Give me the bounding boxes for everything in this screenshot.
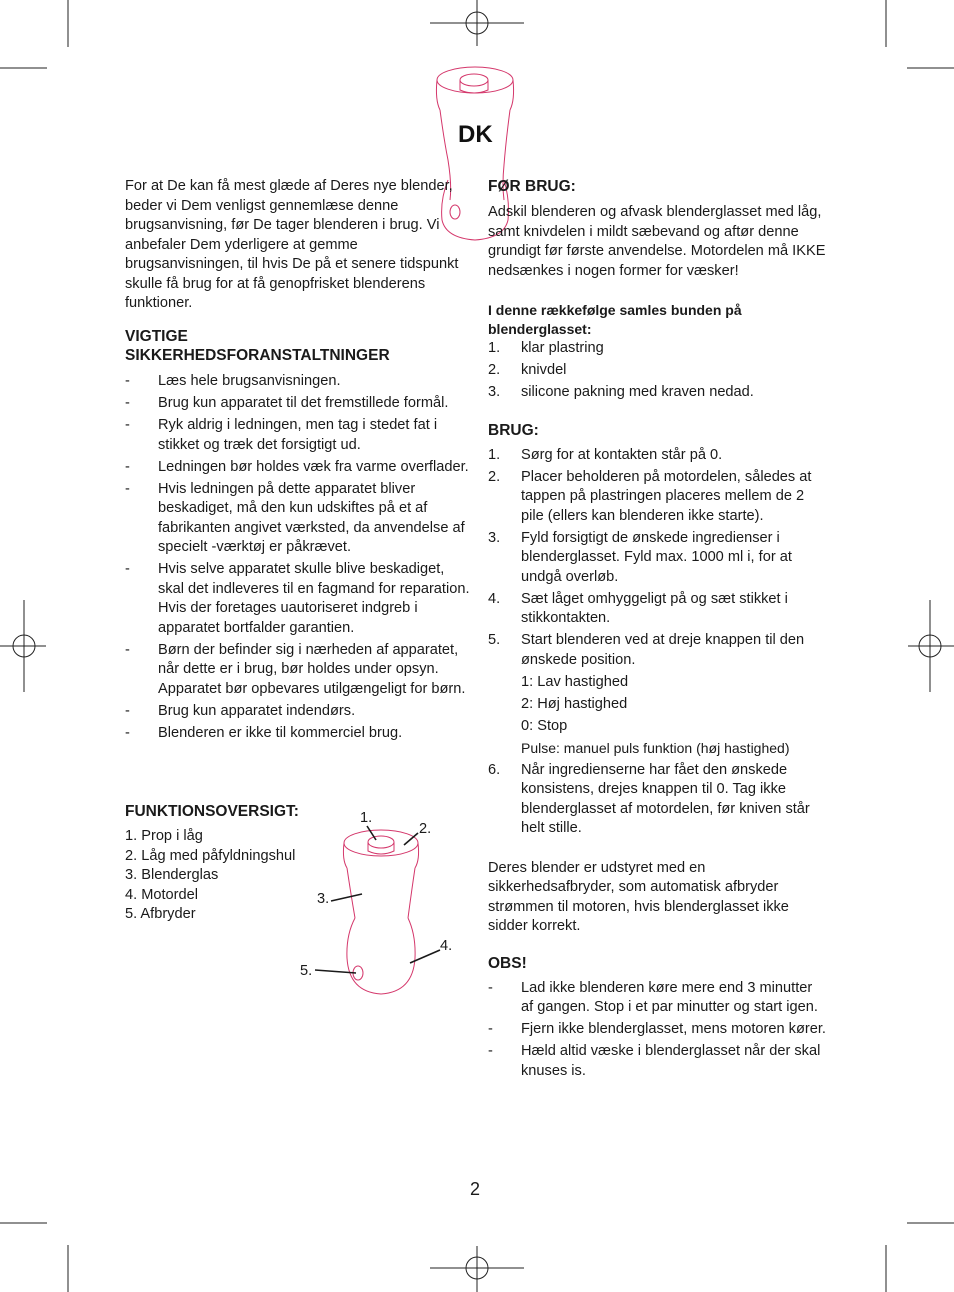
list-item: - Hvis ledningen på dette apparatet bliver beskadiget, må den kun udskiftes på et af fabrikanten angivet værksted, da anvendelse af specielt -værktøj er påkrævet. xyxy=(125,480,465,555)
speed-setting: Pulse: manuel puls funktion (høj hastighed) xyxy=(521,739,790,756)
callout-5: 5. xyxy=(300,963,313,979)
list-item: - Hvis selve apparatet skulle blive beskadiget, skal det indleveres til en fagmand for reparation. Hvis der foretages uautoriseret indgreb i apparatet bortfalder garantien. xyxy=(125,561,470,636)
use-heading: BRUG: xyxy=(488,421,539,439)
list-item: 1. Prop i låg xyxy=(125,828,203,844)
list-item: - Hæld altid væske i blenderglasset når der skal knuses is. xyxy=(488,1043,821,1079)
speed-setting: 0: Stop xyxy=(521,717,568,734)
obs-list xyxy=(488,979,828,1082)
before-use-heading: FØR BRUG: xyxy=(488,178,576,195)
assembly-subheading-line1: I denne rækkefølge samles bunden på xyxy=(488,302,742,318)
list-item: - Børn der befinder sig i nærheden af apparatet, når dette er i brug, bør holdes under opsyn. Apparatet bør opbevares utilgængeligt for børn. xyxy=(125,641,466,697)
assembly-subheading-line2: blenderglasset: xyxy=(488,321,592,337)
callout-1: 1. xyxy=(360,810,373,826)
callout-4: 4. xyxy=(440,938,453,954)
list-item: 2. knivdel xyxy=(488,362,567,378)
callout-2: 2. xyxy=(419,821,432,837)
list-item: 5. Start blenderen ved at dreje knappen til den ønskede position. xyxy=(488,632,805,668)
list-item: - Læs hele brugsanvisningen. xyxy=(125,373,341,389)
intro-paragraph: For at De kan få mest glæde af Deres nye blender, beder vi Dem venligst gennemlæse denne brugsanvisning, før De tager blenderen i brug. Vi anbefaler Dem yderligere at gemme brugsanvisningen, til hvis De på et senere tidspunkt skulle få brug for at få genopfrisket blenderens funktioner. xyxy=(125,178,459,311)
list-item: 3. silicone pakning med kraven nedad. xyxy=(488,384,754,400)
list-item: - Fjern ikke blenderglasset, mens motoren kører. xyxy=(488,1021,826,1037)
list-item: 4. Sæt låget omhyggeligt på og sæt stikket i stikkontakten. xyxy=(488,590,788,626)
language-tag: DK xyxy=(458,121,493,148)
list-item: - Brug kun apparatet indendørs. xyxy=(125,702,356,719)
assembly-list xyxy=(488,339,828,403)
list-item: 1. Sørg for at kontakten står på 0. xyxy=(488,446,723,463)
speed-setting: 1: Lav hastighed xyxy=(521,673,629,690)
list-item: - Ledningen bør holdes væk fra varme overflader. xyxy=(125,458,469,475)
list-item: 3. Fyld forsigtigt de ønskede ingredienser i blenderglasset. Fyld max. 1000 ml i, for at undgå overløb. xyxy=(488,529,792,585)
list-item: 6. Når ingredienserne har fået den ønskede konsistens, drejes knappen til 0. Tag ikke blenderglasset af motordelen, før kniven står helt stille. xyxy=(488,761,810,836)
list-item: 2. Placer beholderen på motordelen, således at tappen på plastringen placeres mellem de 2 pile (ellers kan blenderen ikke starte). xyxy=(488,468,812,524)
use-list xyxy=(488,446,828,839)
list-item: 5. Afbryder xyxy=(125,906,196,922)
before-use-text: Adskil blenderen og afvask blenderglasset med låg, samt knivdelen i mildt sæbevand og aftør denne grundigt før første anvendelse. Motordelen må IKKE nedsænkes i nogen former for væsker! xyxy=(488,204,826,279)
list-item: - Brug kun apparatet til det fremstillede formål. xyxy=(125,395,449,411)
list-item: - Ryk aldrig i ledningen, men tag i stedet fat i stikket og træk det forsigtigt ud. xyxy=(125,417,438,453)
list-item: 4. Motordel xyxy=(125,886,199,903)
right-column xyxy=(488,177,828,1081)
callout-3: 3. xyxy=(317,891,330,907)
list-item: 3. Blenderglas xyxy=(125,867,219,883)
obs-heading: OBS! xyxy=(488,954,527,972)
list-item: - Lad ikke blenderen køre mere end 3 minutter af gangen. Stop i et par minutter og start igen. xyxy=(488,979,818,1015)
safety-heading-line2: SIKKERHEDSFORANSTALTNINGER xyxy=(125,347,390,364)
speed-setting: 2: Høj hastighed xyxy=(521,695,628,712)
list-item: 2. Låg med påfyldningshul xyxy=(125,847,296,864)
list-item: - Blenderen er ikke til kommerciel brug. xyxy=(125,724,403,741)
list-item: 1. klar plastring xyxy=(488,340,604,356)
page-number: 2 xyxy=(470,1179,481,1199)
overview-heading: FUNKTIONSOVERSIGT: xyxy=(125,803,299,820)
safety-switch-text: Deres blender er udstyret med en sikkerhedsafbryder, som automatisk afbryder strømmen til motoren, hvis blenderglasset ikke sidder korrekt. xyxy=(488,859,789,934)
safety-heading-line1: VIGTIGE xyxy=(125,328,188,345)
